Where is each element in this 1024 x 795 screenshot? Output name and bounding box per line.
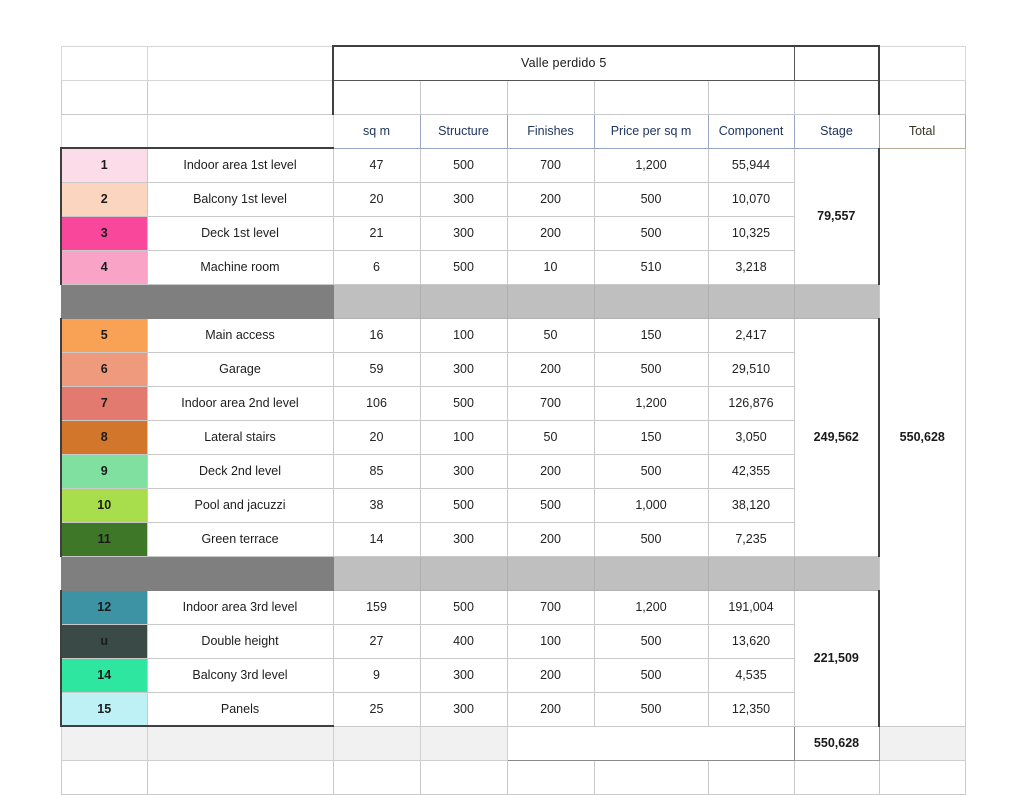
row-structure: 100 [420, 420, 507, 454]
row-color-index: 12 [61, 590, 147, 624]
empty-cell [708, 80, 794, 114]
empty-cell [420, 726, 507, 760]
separator-block [594, 284, 708, 318]
row-sqm: 20 [333, 182, 420, 216]
grand-total: 550,628 [879, 148, 965, 726]
separator-block [147, 284, 333, 318]
header-sqm: sq m [333, 114, 420, 148]
row-finishes: 700 [507, 590, 594, 624]
stage-total-2: 249,562 [794, 318, 879, 556]
row-structure: 300 [420, 182, 507, 216]
title-spacer [794, 46, 879, 80]
empty-cell [708, 760, 794, 794]
row-sqm: 106 [333, 386, 420, 420]
row-color-index: 11 [61, 522, 147, 556]
row-structure: 500 [420, 488, 507, 522]
row-color-index: 10 [61, 488, 147, 522]
row-price-per-sqm: 1,200 [594, 386, 708, 420]
row-structure: 300 [420, 522, 507, 556]
empty-cell [420, 80, 507, 114]
empty-cell [333, 80, 420, 114]
row-structure: 500 [420, 386, 507, 420]
row-price-per-sqm: 1,200 [594, 590, 708, 624]
row-sqm: 38 [333, 488, 420, 522]
row-price-per-sqm: 1,200 [594, 148, 708, 182]
separator-block [794, 556, 879, 590]
header-finishes: Finishes [507, 114, 594, 148]
empty-cell [507, 760, 594, 794]
row-structure: 300 [420, 692, 507, 726]
table-row [61, 590, 965, 624]
row-name: Lateral stairs [147, 420, 333, 454]
row-sqm: 25 [333, 692, 420, 726]
row-component: 10,325 [708, 216, 794, 250]
row-color-index: u [61, 624, 147, 658]
total-row [61, 726, 965, 760]
header-component: Component [708, 114, 794, 148]
empty-cell [507, 80, 594, 114]
total-value: 550,628 [794, 726, 879, 760]
row-component: 10,070 [708, 182, 794, 216]
row-price-per-sqm: 500 [594, 216, 708, 250]
row-sqm: 9 [333, 658, 420, 692]
row-structure: 500 [420, 590, 507, 624]
empty-cell [61, 114, 147, 148]
row-finishes: 700 [507, 148, 594, 182]
header-stage: Stage [794, 114, 879, 148]
title-row [61, 46, 965, 80]
row-component: 7,235 [708, 522, 794, 556]
row-structure: 500 [420, 148, 507, 182]
stage-total-1: 79,557 [794, 148, 879, 284]
row-finishes: 200 [507, 692, 594, 726]
empty-cell [879, 726, 965, 760]
row-price-per-sqm: 500 [594, 522, 708, 556]
empty-cell [147, 80, 333, 114]
row-name: Deck 1st level [147, 216, 333, 250]
row-structure: 400 [420, 624, 507, 658]
separator-block [420, 284, 507, 318]
row-structure: 300 [420, 454, 507, 488]
row-name: Balcony 1st level [147, 182, 333, 216]
row-component: 4,535 [708, 658, 794, 692]
row-finishes: 200 [507, 182, 594, 216]
empty-cell [879, 760, 965, 794]
row-name: Deck 2nd level [147, 454, 333, 488]
row-price-per-sqm: 150 [594, 318, 708, 352]
row-price-per-sqm: 500 [594, 454, 708, 488]
row-finishes: 200 [507, 454, 594, 488]
empty-cell [420, 760, 507, 794]
row-price-per-sqm: 500 [594, 624, 708, 658]
row-color-index: 4 [61, 250, 147, 284]
empty-cell [333, 726, 420, 760]
row-sqm: 14 [333, 522, 420, 556]
spreadsheet-table [60, 45, 966, 795]
row-component: 42,355 [708, 454, 794, 488]
empty-cell [147, 726, 333, 760]
spacer-row [61, 760, 965, 794]
separator-block [61, 284, 147, 318]
row-structure: 300 [420, 352, 507, 386]
row-sqm: 159 [333, 590, 420, 624]
empty-cell [61, 726, 147, 760]
empty-cell [147, 46, 333, 80]
row-sqm: 16 [333, 318, 420, 352]
row-sqm: 20 [333, 420, 420, 454]
row-finishes: 50 [507, 318, 594, 352]
header-price-per-sqm: Price per sq m [594, 114, 708, 148]
row-color-index: 3 [61, 216, 147, 250]
row-name: Main access [147, 318, 333, 352]
row-component: 191,004 [708, 590, 794, 624]
row-finishes: 200 [507, 352, 594, 386]
empty-cell [794, 760, 879, 794]
row-finishes: 10 [507, 250, 594, 284]
empty-cell [147, 760, 333, 794]
row-component: 12,350 [708, 692, 794, 726]
row-finishes: 200 [507, 522, 594, 556]
row-component: 3,050 [708, 420, 794, 454]
empty-cell [333, 760, 420, 794]
row-name: Indoor area 2nd level [147, 386, 333, 420]
row-sqm: 21 [333, 216, 420, 250]
row-component: 126,876 [708, 386, 794, 420]
row-component: 38,120 [708, 488, 794, 522]
total-label: Total [507, 726, 794, 760]
empty-cell [147, 114, 333, 148]
separator-block [708, 284, 794, 318]
separator-block [507, 284, 594, 318]
separator-block [507, 556, 594, 590]
row-name: Double height [147, 624, 333, 658]
row-price-per-sqm: 500 [594, 352, 708, 386]
separator-block [61, 556, 147, 590]
row-color-index: 2 [61, 182, 147, 216]
header-structure: Structure [420, 114, 507, 148]
empty-cell [594, 760, 708, 794]
table-row [61, 318, 965, 352]
row-price-per-sqm: 1,000 [594, 488, 708, 522]
empty-cell [61, 46, 147, 80]
separator-block [333, 556, 420, 590]
row-structure: 300 [420, 658, 507, 692]
row-component: 29,510 [708, 352, 794, 386]
row-component: 55,944 [708, 148, 794, 182]
row-finishes: 200 [507, 216, 594, 250]
row-color-index: 14 [61, 658, 147, 692]
spacer-row [61, 80, 965, 114]
row-price-per-sqm: 500 [594, 658, 708, 692]
row-finishes: 700 [507, 386, 594, 420]
sheet-title: Valle perdido 5 [333, 46, 794, 80]
row-sqm: 6 [333, 250, 420, 284]
row-name: Panels [147, 692, 333, 726]
row-color-index: 9 [61, 454, 147, 488]
table-row [61, 148, 965, 182]
row-color-index: 6 [61, 352, 147, 386]
header-total: Total [879, 114, 965, 148]
row-color-index: 15 [61, 692, 147, 726]
stage-separator [61, 556, 965, 590]
row-structure: 100 [420, 318, 507, 352]
row-color-index: 7 [61, 386, 147, 420]
empty-cell [879, 80, 965, 114]
row-component: 2,417 [708, 318, 794, 352]
row-structure: 300 [420, 216, 507, 250]
row-name: Pool and jacuzzi [147, 488, 333, 522]
row-name: Machine room [147, 250, 333, 284]
row-sqm: 85 [333, 454, 420, 488]
empty-cell [61, 80, 147, 114]
row-name: Garage [147, 352, 333, 386]
row-structure: 500 [420, 250, 507, 284]
row-price-per-sqm: 150 [594, 420, 708, 454]
empty-cell [879, 46, 965, 80]
row-color-index: 1 [61, 148, 147, 182]
row-component: 13,620 [708, 624, 794, 658]
header-row [61, 114, 965, 148]
empty-cell [61, 760, 147, 794]
row-name: Green terrace [147, 522, 333, 556]
row-name: Indoor area 1st level [147, 148, 333, 182]
row-price-per-sqm: 500 [594, 182, 708, 216]
separator-block [794, 284, 879, 318]
empty-cell [594, 80, 708, 114]
row-price-per-sqm: 510 [594, 250, 708, 284]
row-finishes: 200 [507, 658, 594, 692]
row-name: Balcony 3rd level [147, 658, 333, 692]
stage-separator [61, 284, 965, 318]
stage-total-3: 221,509 [794, 590, 879, 726]
row-finishes: 100 [507, 624, 594, 658]
row-sqm: 59 [333, 352, 420, 386]
separator-block [420, 556, 507, 590]
row-sqm: 47 [333, 148, 420, 182]
separator-block [333, 284, 420, 318]
row-component: 3,218 [708, 250, 794, 284]
row-color-index: 5 [61, 318, 147, 352]
row-finishes: 500 [507, 488, 594, 522]
separator-block [594, 556, 708, 590]
separator-block [147, 556, 333, 590]
row-finishes: 50 [507, 420, 594, 454]
row-color-index: 8 [61, 420, 147, 454]
row-sqm: 27 [333, 624, 420, 658]
separator-block [708, 556, 794, 590]
row-name: Indoor area 3rd level [147, 590, 333, 624]
empty-cell [794, 80, 879, 114]
row-price-per-sqm: 500 [594, 692, 708, 726]
